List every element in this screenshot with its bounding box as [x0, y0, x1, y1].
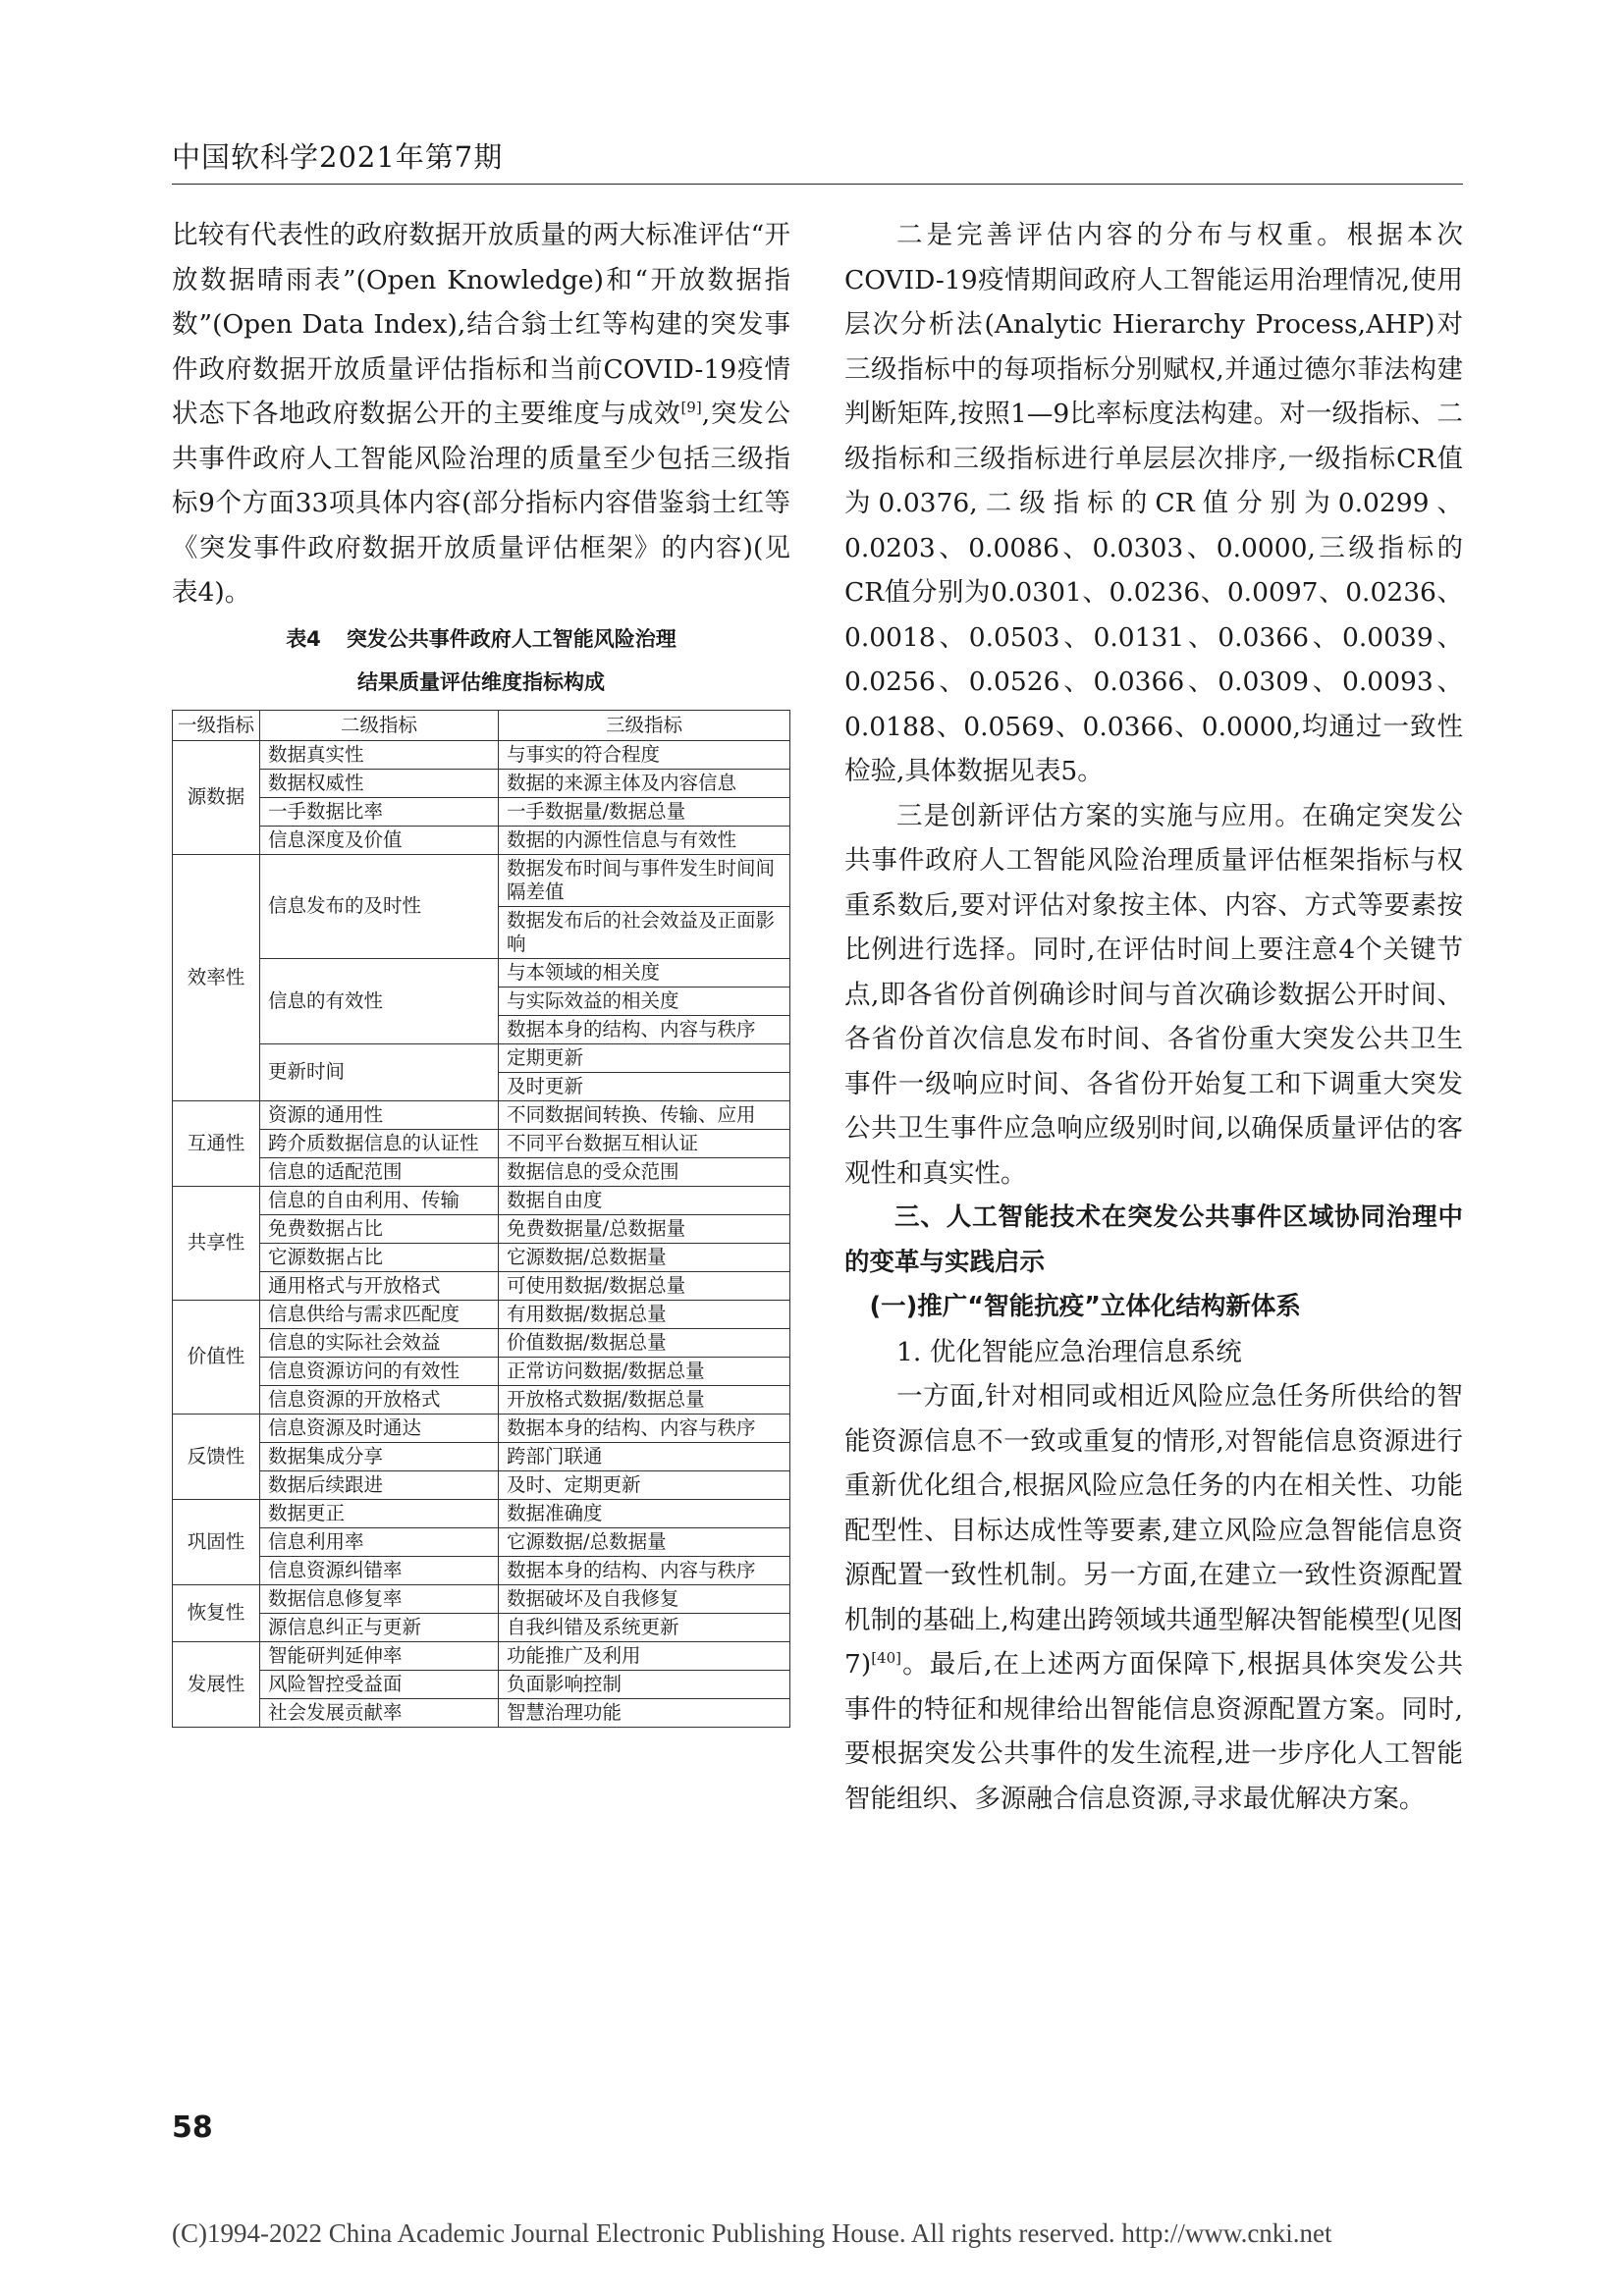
level3-cell: 数据本身的结构、内容与秩序	[499, 1414, 790, 1442]
level2-cell: 信息利用率	[260, 1527, 499, 1556]
level3-cell: 开放格式数据/数据总量	[499, 1385, 790, 1414]
level1-cell: 共享性	[173, 1186, 260, 1300]
table-row	[173, 826, 790, 854]
level2-cell: 信息发布的及时性	[260, 854, 499, 958]
level3-cell: 不同数据间转换、传输、应用	[499, 1100, 790, 1129]
level2-cell: 信息深度及价值	[260, 826, 499, 854]
level2-cell: 信息的有效性	[260, 958, 499, 1043]
level3-cell: 功能推广及利用	[499, 1641, 790, 1670]
level3-cell: 及时更新	[499, 1072, 790, 1100]
citation-9: [9]	[680, 399, 702, 417]
table-4-caption-line-2: 结果质量评估维度指标构成	[357, 669, 605, 694]
level2-cell: 信息资源的开放格式	[260, 1385, 499, 1414]
table-row	[173, 854, 790, 906]
level3-cell: 与实际效益的相关度	[499, 987, 790, 1015]
level2-cell: 一手数据比率	[260, 797, 499, 826]
copyright-footer: (C)1994-2022 China Academic Journal Electronic Publishing House. All rights reserved. http://www.cnki.net	[172, 2218, 1332, 2248]
table-row	[173, 1613, 790, 1641]
header-rule	[172, 184, 1463, 185]
table-4-caption-line-1	[172, 617, 790, 661]
level2-cell: 信息的适配范围	[260, 1157, 499, 1186]
level1-cell: 互通性	[173, 1100, 260, 1186]
level1-cell: 恢复性	[173, 1584, 260, 1641]
level1-cell: 发展性	[173, 1641, 260, 1727]
table-row	[173, 1043, 790, 1072]
journal-header: 中国软科学2021年第7期	[172, 140, 504, 174]
level3-cell: 它源数据/总数据量	[499, 1243, 790, 1271]
level2-cell: 更新时间	[260, 1043, 499, 1100]
level1-cell: 巩固性	[173, 1499, 260, 1584]
table-row	[173, 1186, 790, 1214]
table-row	[173, 1157, 790, 1186]
table-row	[173, 1243, 790, 1271]
level2-cell: 数据集成分享	[260, 1442, 499, 1470]
table-header-row	[173, 710, 790, 740]
level3-cell: 一手数据量/数据总量	[499, 797, 790, 826]
level3-cell: 定期更新	[499, 1043, 790, 1072]
level3-cell: 数据发布后的社会效益及正面影响	[499, 906, 790, 958]
table-header-level3: 三级指标	[499, 710, 790, 740]
table-row	[173, 769, 790, 797]
level2-cell: 免费数据占比	[260, 1214, 499, 1243]
table-row	[173, 1385, 790, 1414]
level2-cell: 它源数据占比	[260, 1243, 499, 1271]
level3-cell: 数据信息的受众范围	[499, 1157, 790, 1186]
level2-cell: 资源的通用性	[260, 1100, 499, 1129]
table-row	[173, 1499, 790, 1527]
table-row	[173, 1357, 790, 1385]
level3-cell: 数据发布时间与事件发生时间间隔差值	[499, 854, 790, 906]
level2-cell: 源信息纠正与更新	[260, 1613, 499, 1641]
table-row	[173, 1698, 790, 1727]
level3-cell: 与事实的符合程度	[499, 740, 790, 769]
right-paragraph-2: 三是创新评估方案的实施与应用。在确定突发公共事件政府人工智能风险治理质量评估框架指标与权重系数后,要对评估对象按主体、内容、方式等要素按比例进行选择。同时,在评估时间上要注意4个关键节点,即各省份首例确诊时间与首次确诊数据公开时间、各省份首次信息发布时间、各省份重大突发公共卫生事件一级响应时间、各省份开始复工和下调重大突发公共卫生事件应急响应级别时间,以确保质量评估的客观性和真实性。	[844, 800, 1463, 1189]
table-header-level1: 一级指标	[173, 710, 260, 740]
level2-cell: 智能研判延伸率	[260, 1641, 499, 1670]
citation-40: [40]	[871, 1649, 901, 1668]
right-paragraph-1: 二是完善评估内容的分布与权重。根据本次COVID-19疫情期间政府人工智能运用治理情况,使用层次分析法(Analytic Hierarchy Process,AHP)对三级指标中的每项指标分别赋权,并通过德尔菲法构建判断矩阵,按照1—9比率标度法构建。对一级指标、二级指标和三级指标进行单层层次排序,一级指标CR值为0.0376,二级指标的CR值分别为0.0299、0.0203、0.0086、0.0303、0.0000,三级指标的CR值分别为0.0301、0.0236、0.0097、0.0236、0.0018、0.0503、0.0131、0.0366、0.0039、0.0256、0.0526、0.0366、0.0309、0.0093、0.0188、0.0569、0.0366、0.0000,均通过一致性检验,具体数据见表5。	[844, 220, 1463, 786]
level3-cell: 与本领域的相关度	[499, 958, 790, 987]
level3-cell: 跨部门联通	[499, 1442, 790, 1470]
table-row	[173, 1641, 790, 1670]
level3-cell: 负面影响控制	[499, 1670, 790, 1698]
level2-cell: 信息资源访问的有效性	[260, 1357, 499, 1385]
level3-cell: 不同平台数据互相认证	[499, 1129, 790, 1157]
level2-cell: 信息的自由利用、传输	[260, 1186, 499, 1214]
table-4-caption	[172, 617, 790, 704]
table-row	[173, 1300, 790, 1328]
level2-cell: 信息资源及时通达	[260, 1414, 499, 1442]
level3-cell: 自我纠错及系统更新	[499, 1613, 790, 1641]
level1-cell: 效率性	[173, 854, 260, 1100]
level2-cell: 数据真实性	[260, 740, 499, 769]
table-row	[173, 1442, 790, 1470]
table-row	[173, 958, 790, 987]
level3-cell: 免费数据量/总数据量	[499, 1214, 790, 1243]
level2-cell: 数据权威性	[260, 769, 499, 797]
left-column	[172, 213, 790, 1728]
table-4-number: 表4	[286, 626, 321, 651]
table-row	[173, 1328, 790, 1357]
item-heading-1: 1. 优化智能应急治理信息系统	[896, 1336, 1242, 1367]
table-4-title-1: 突发公共事件政府人工智能风险治理	[346, 626, 677, 651]
level1-cell: 源数据	[173, 740, 260, 854]
table-4	[172, 710, 790, 1728]
table-row	[173, 1670, 790, 1698]
table-row	[173, 1470, 790, 1499]
level3-cell: 可使用数据/数据总量	[499, 1271, 790, 1300]
level3-cell: 数据准确度	[499, 1499, 790, 1527]
level3-cell: 有用数据/数据总量	[499, 1300, 790, 1328]
table-row	[173, 1214, 790, 1243]
table-row	[173, 1527, 790, 1556]
left-paragraph-1-tail: ,突发公共事件政府人工智能风险治理的质量至少包括三级指标9个方面33项具体内容(部分指标内容借鉴翁士红等《突发事件政府数据开放质量评估框架》的内容)(见表4)。	[172, 399, 790, 608]
level2-cell: 数据更正	[260, 1499, 499, 1527]
level3-cell: 数据本身的结构、内容与秩序	[499, 1556, 790, 1584]
level3-cell: 数据的内源性信息与有效性	[499, 826, 790, 854]
level3-cell: 它源数据/总数据量	[499, 1527, 790, 1556]
level1-cell: 价值性	[173, 1300, 260, 1414]
level3-cell: 价值数据/数据总量	[499, 1328, 790, 1357]
right-paragraph-3-text: 一方面,针对相同或相近风险应急任务所供给的智能资源信息不一致或重复的情形,对智能信息资源进行重新优化组合,根据风险应急任务的内在相关性、功能配型性、目标达成性等要素,建立风险应急智能信息资源配置一致性机制。另一方面,在建立一致性资源配置机制的基础上,构建出跨领域共通型解决智能模型(见图7)	[844, 1381, 1463, 1680]
table-row	[173, 1414, 790, 1442]
level3-cell: 正常访问数据/数据总量	[499, 1357, 790, 1385]
level2-cell: 跨介质数据信息的认证性	[260, 1129, 499, 1157]
page-number: 58	[172, 2110, 213, 2145]
level3-cell: 数据的来源主体及内容信息	[499, 769, 790, 797]
level2-cell: 信息资源纠错率	[260, 1556, 499, 1584]
subsection-heading-1: (一)推广“智能抗疫”立体化结构新体系	[869, 1292, 1301, 1321]
level2-cell: 数据信息修复率	[260, 1584, 499, 1613]
left-paragraph-1	[172, 213, 790, 615]
level3-cell: 数据本身的结构、内容与秩序	[499, 1015, 790, 1043]
level2-cell: 信息供给与需求匹配度	[260, 1300, 499, 1328]
table-row	[173, 1129, 790, 1157]
level2-cell: 社会发展贡献率	[260, 1698, 499, 1727]
right-column	[844, 213, 1463, 1821]
table-row	[173, 740, 790, 769]
table-row	[173, 1271, 790, 1300]
section-heading-3: 三、人工智能技术在突发公共事件区域协同治理中的变革与实践启示	[844, 1202, 1463, 1277]
table-row	[173, 1100, 790, 1129]
table-row	[173, 1584, 790, 1613]
level2-cell: 数据后续跟进	[260, 1470, 499, 1499]
level3-cell: 及时、定期更新	[499, 1470, 790, 1499]
level1-cell: 反馈性	[173, 1414, 260, 1499]
level3-cell: 数据自由度	[499, 1186, 790, 1214]
table-body	[173, 740, 790, 1727]
level2-cell: 通用格式与开放格式	[260, 1271, 499, 1300]
left-paragraph-1-text: 比较有代表性的政府数据开放质量的两大标准评估“开放数据晴雨表”(Open Knowledge)和“开放数据指数”(Open Data Index),结合翁士红等构建的突发事件政府数据开放质量评估指标和当前COVID-19疫情状态下各地政府数据公开的主要维度与成效	[172, 220, 790, 429]
level3-cell: 数据破坏及自我修复	[499, 1584, 790, 1613]
level3-cell: 智慧治理功能	[499, 1698, 790, 1727]
table-header-level2: 二级指标	[260, 710, 499, 740]
table-row	[173, 1556, 790, 1584]
right-paragraph-3-tail: 。最后,在上述两方面保障下,根据具体突发公共事件的特征和规律给出智能信息资源配置方案。同时,要根据突发公共事件的发生流程,进一步序化人工智能智能组织、多源融合信息资源,寻求最优解决方案。	[844, 1649, 1463, 1814]
level2-cell: 信息的实际社会效益	[260, 1328, 499, 1357]
level2-cell: 风险智控受益面	[260, 1670, 499, 1698]
table-row	[173, 797, 790, 826]
right-paragraph-3	[844, 1374, 1463, 1821]
